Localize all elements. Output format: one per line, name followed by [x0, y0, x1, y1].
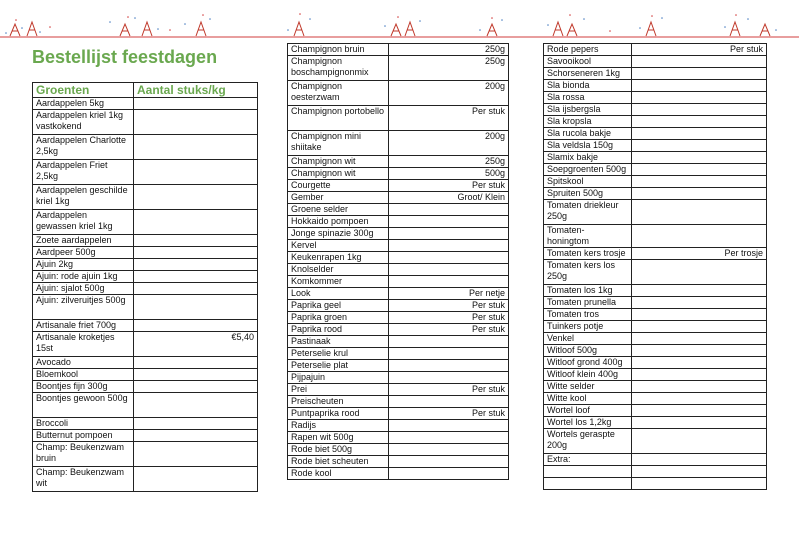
product-name: Gember [288, 192, 389, 204]
amount-cell[interactable] [389, 372, 509, 384]
table-row [544, 176, 767, 188]
table-row [33, 369, 258, 381]
table-row [544, 466, 767, 478]
amount-cell[interactable] [632, 128, 767, 140]
table-row [544, 417, 767, 429]
amount-cell[interactable] [632, 417, 767, 429]
product-name: Tomaten kers trosje [544, 248, 632, 260]
amount-cell[interactable] [632, 381, 767, 393]
product-name: Slamix bakje [544, 152, 632, 164]
product-name: Aardappelen kriel 1kg vastkokend [33, 110, 134, 135]
product-name: Peterselie krul [288, 348, 389, 360]
product-name: Hokkaido pompoen [288, 216, 389, 228]
amount-cell[interactable] [134, 98, 258, 110]
amount-cell[interactable] [389, 444, 509, 456]
amount-cell[interactable]: Per stuk [389, 408, 509, 420]
table-row [288, 420, 509, 432]
product-name: Artisanale friet 700g [33, 320, 134, 332]
product-name: Sla rucola bakje [544, 128, 632, 140]
amount-cell[interactable] [632, 405, 767, 417]
product-name: Aardpeer 500g [33, 247, 134, 259]
amount-cell[interactable] [389, 432, 509, 444]
table-row [288, 360, 509, 372]
amount-cell[interactable] [389, 252, 509, 264]
product-name: Radijs [288, 420, 389, 432]
product-name: Rode biet scheuten [288, 456, 389, 468]
amount-cell[interactable] [632, 429, 767, 454]
product-name: Rode pepers [544, 44, 632, 56]
table-row [33, 259, 258, 271]
table-row [288, 396, 509, 408]
table-row [288, 81, 509, 106]
table-row [288, 264, 509, 276]
product-name: Champignon wit [288, 156, 389, 168]
table-row [544, 152, 767, 164]
table-row [33, 393, 258, 418]
table-row [33, 235, 258, 247]
amount-cell[interactable] [134, 467, 258, 492]
product-name: Courgette [288, 180, 389, 192]
product-name: Ajuin: zilveruitjes 500g [33, 295, 134, 320]
product-name: Witloof klein 400g [544, 369, 632, 381]
table-row [544, 333, 767, 345]
table-row [544, 68, 767, 80]
product-name: Pijpajuin [288, 372, 389, 384]
product-name: Extra: [544, 454, 632, 466]
amount-cell[interactable] [632, 466, 767, 478]
table-row [288, 180, 509, 192]
product-name: Wortel loof [544, 405, 632, 417]
product-name: Aardappelen Friet 2,5kg [33, 160, 134, 185]
table-row [288, 44, 509, 56]
amount-cell[interactable] [632, 454, 767, 466]
table-row [33, 247, 258, 259]
product-name: Spruiten 500g [544, 188, 632, 200]
table-row [33, 110, 258, 135]
amount-cell[interactable] [632, 260, 767, 285]
amount-cell[interactable] [632, 188, 767, 200]
amount-cell[interactable] [632, 116, 767, 128]
amount-cell[interactable]: 250g [389, 56, 509, 81]
amount-cell[interactable] [134, 381, 258, 393]
amount-cell[interactable] [134, 160, 258, 185]
product-name: Ajuin 2kg [33, 259, 134, 271]
amount-cell[interactable]: Per stuk [389, 180, 509, 192]
amount-cell[interactable] [134, 320, 258, 332]
table-row [544, 260, 767, 285]
table-row [544, 297, 767, 309]
amount-cell[interactable] [632, 309, 767, 321]
table-row [544, 393, 767, 405]
table-row [544, 345, 767, 357]
table-row [288, 384, 509, 396]
table-row [288, 432, 509, 444]
order-table-left [32, 82, 258, 492]
amount-cell[interactable]: Per stuk [389, 106, 509, 131]
product-name: Look [288, 288, 389, 300]
table-row [33, 210, 258, 235]
product-name: Sla ijsbergsla [544, 104, 632, 116]
product-name: Champ: Beukenzwam wit [33, 467, 134, 492]
table-row [544, 478, 767, 490]
table-row [544, 200, 767, 225]
table-row [544, 44, 767, 56]
table-row [33, 381, 258, 393]
product-name: Witloof grond 400g [544, 357, 632, 369]
table-row [544, 357, 767, 369]
table-row [544, 381, 767, 393]
product-name: Aardappelen 5kg [33, 98, 134, 110]
product-name: Paprika geel [288, 300, 389, 312]
product-name: Paprika groen [288, 312, 389, 324]
amount-cell[interactable] [389, 456, 509, 468]
amount-cell[interactable] [632, 478, 767, 490]
table-row [288, 300, 509, 312]
amount-cell[interactable] [134, 271, 258, 283]
product-name: Tomaten tros [544, 309, 632, 321]
table-row [288, 106, 509, 131]
table-row [33, 467, 258, 492]
amount-cell[interactable] [632, 164, 767, 176]
amount-cell[interactable]: Per stuk [389, 312, 509, 324]
header-product: Groenten [33, 83, 134, 98]
amount-cell[interactable] [632, 345, 767, 357]
product-name: Aardappelen gewassen kriel 1kg [33, 210, 134, 235]
amount-cell[interactable] [389, 228, 509, 240]
amount-cell[interactable] [389, 276, 509, 288]
table-row [288, 336, 509, 348]
product-name: Witte selder [544, 381, 632, 393]
order-table-right [543, 43, 767, 490]
product-name: Butternut pompoen [33, 430, 134, 442]
table-row [544, 405, 767, 417]
product-name: Jonge spinazie 300g [288, 228, 389, 240]
product-name: Boontjes fijn 300g [33, 381, 134, 393]
amount-cell[interactable] [134, 235, 258, 247]
product-name: Rapen wit 500g [288, 432, 389, 444]
table-row [544, 225, 767, 248]
amount-cell[interactable] [134, 430, 258, 442]
table-row [544, 128, 767, 140]
amount-cell[interactable]: 500g [389, 168, 509, 180]
amount-cell[interactable] [134, 283, 258, 295]
product-name: Preischeuten [288, 396, 389, 408]
product-name: Tomaten los 1kg [544, 285, 632, 297]
table-row [544, 140, 767, 152]
table-row [544, 104, 767, 116]
table-row [33, 430, 258, 442]
table-row [33, 357, 258, 369]
product-name: Tomaten kers los 250g [544, 260, 632, 285]
amount-cell[interactable] [134, 110, 258, 135]
amount-cell[interactable]: 200g [389, 131, 509, 156]
product-name: Ajuin: rode ajuin 1kg [33, 271, 134, 283]
table-row [544, 80, 767, 92]
amount-cell[interactable] [134, 369, 258, 381]
table-row [544, 321, 767, 333]
amount-cell[interactable] [632, 152, 767, 164]
product-name: Ajuin: sjalot 500g [33, 283, 134, 295]
amount-cell[interactable] [632, 104, 767, 116]
table-row [288, 348, 509, 360]
product-name: Savooikool [544, 56, 632, 68]
table-row [288, 312, 509, 324]
product-name: Champignon boschampignonmix [288, 56, 389, 81]
product-name: Prei [288, 384, 389, 396]
amount-cell[interactable] [134, 259, 258, 271]
amount-cell[interactable]: 250g [389, 44, 509, 56]
amount-cell[interactable] [632, 285, 767, 297]
product-name: Sla veldsla 150g [544, 140, 632, 152]
product-name: Champignon oesterzwam [288, 81, 389, 106]
amount-cell[interactable]: Per stuk [389, 384, 509, 396]
product-name [544, 478, 632, 490]
product-name: Aardappelen geschilde kriel 1kg [33, 185, 134, 210]
table-row [33, 283, 258, 295]
amount-cell[interactable] [134, 442, 258, 467]
product-name: Witloof 500g [544, 345, 632, 357]
table-row [544, 56, 767, 68]
amount-cell[interactable] [389, 264, 509, 276]
product-name: Rode biet 500g [288, 444, 389, 456]
table-row [288, 324, 509, 336]
product-name: Champignon portobello [288, 106, 389, 131]
table-row [288, 131, 509, 156]
table-row [288, 372, 509, 384]
product-name: Witte kool [544, 393, 632, 405]
amount-cell[interactable]: Per stuk [389, 300, 509, 312]
table-row [288, 168, 509, 180]
table-row [33, 418, 258, 430]
table-row [288, 444, 509, 456]
amount-cell[interactable] [389, 396, 509, 408]
product-name: Knolselder [288, 264, 389, 276]
product-name: Kervel [288, 240, 389, 252]
product-name: Bloemkool [33, 369, 134, 381]
amount-cell[interactable] [632, 176, 767, 188]
amount-cell[interactable] [632, 321, 767, 333]
product-name: Peterselie plat [288, 360, 389, 372]
table-row [544, 188, 767, 200]
amount-cell[interactable] [632, 297, 767, 309]
product-name: Venkel [544, 333, 632, 345]
table-row [544, 116, 767, 128]
amount-cell[interactable] [632, 357, 767, 369]
amount-cell[interactable] [632, 68, 767, 80]
amount-cell[interactable] [134, 393, 258, 418]
amount-cell[interactable] [134, 247, 258, 259]
product-name: Champignon wit [288, 168, 389, 180]
product-name: Schorseneren 1kg [544, 68, 632, 80]
table-row [288, 216, 509, 228]
product-name: Wortels geraspte 200g [544, 429, 632, 454]
table-row [288, 468, 509, 480]
product-name: Tomaten prunella [544, 297, 632, 309]
amount-cell[interactable] [632, 140, 767, 152]
amount-cell[interactable] [389, 420, 509, 432]
table-row [544, 309, 767, 321]
christmas-tree-border [0, 0, 799, 40]
amount-cell[interactable] [389, 204, 509, 216]
product-name: Puntpaprika rood [288, 408, 389, 420]
amount-cell[interactable] [632, 80, 767, 92]
amount-cell[interactable] [632, 369, 767, 381]
amount-cell[interactable]: Per stuk [632, 44, 767, 56]
product-name: Tomaten driekleur 250g [544, 200, 632, 225]
table-row [33, 442, 258, 467]
table-row [288, 240, 509, 252]
table-row [288, 456, 509, 468]
table-row [33, 185, 258, 210]
amount-cell[interactable] [632, 200, 767, 225]
amount-cell[interactable]: Groot/ Klein [389, 192, 509, 204]
amount-cell[interactable] [632, 333, 767, 345]
amount-cell[interactable] [389, 348, 509, 360]
product-name: Aardappelen Charlotte 2,5kg [33, 135, 134, 160]
amount-cell[interactable] [134, 185, 258, 210]
amount-cell[interactable] [632, 56, 767, 68]
product-name: Tuinkers potje [544, 321, 632, 333]
amount-cell[interactable] [134, 295, 258, 320]
table-row [544, 92, 767, 104]
amount-cell[interactable]: Per trosje [632, 248, 767, 260]
table-row [544, 248, 767, 260]
table-row [33, 98, 258, 110]
table-row [288, 408, 509, 420]
amount-cell[interactable] [632, 393, 767, 405]
amount-cell[interactable]: Per netje [389, 288, 509, 300]
product-name: Sla rossa [544, 92, 632, 104]
product-name: Champignon bruin [288, 44, 389, 56]
amount-cell[interactable] [134, 418, 258, 430]
table-row [544, 454, 767, 466]
product-name: Keukenrapen 1kg [288, 252, 389, 264]
order-table-middle [287, 43, 509, 480]
amount-cell[interactable] [389, 468, 509, 480]
product-name: Tomaten- honingtom [544, 225, 632, 248]
table-row [544, 369, 767, 381]
product-name: Pastinaak [288, 336, 389, 348]
table-row [288, 56, 509, 81]
table-row [544, 164, 767, 176]
product-name: Rode kool [288, 468, 389, 480]
table-row [33, 135, 258, 160]
table-row [33, 271, 258, 283]
amount-cell[interactable] [134, 135, 258, 160]
product-name: Champignon mini shiitake [288, 131, 389, 156]
product-name: Boontjes gewoon 500g [33, 393, 134, 418]
amount-cell[interactable]: 250g [389, 156, 509, 168]
table-row [33, 320, 258, 332]
table-row [544, 285, 767, 297]
product-name: Artisanale kroketjes 15st [33, 332, 134, 357]
table-row [288, 156, 509, 168]
product-name: Groene selder [288, 204, 389, 216]
table-row [288, 192, 509, 204]
table-row [33, 160, 258, 185]
product-name: Spitskool [544, 176, 632, 188]
product-name: Soepgroenten 500g [544, 164, 632, 176]
product-name [544, 466, 632, 478]
table-row [288, 228, 509, 240]
product-name: Zoete aardappelen [33, 235, 134, 247]
amount-cell[interactable] [632, 225, 767, 248]
header-amount: Aantal stuks/kg [134, 83, 258, 98]
product-name: Sla bionda [544, 80, 632, 92]
amount-cell[interactable]: €5,40 [134, 332, 258, 357]
table-row [544, 429, 767, 454]
amount-cell[interactable] [389, 336, 509, 348]
table-row [288, 276, 509, 288]
product-name: Champ: Beukenzwam bruin [33, 442, 134, 467]
product-name: Broccoli [33, 418, 134, 430]
product-name: Avocado [33, 357, 134, 369]
page-title: Bestellijst feestdagen [32, 47, 218, 67]
amount-cell[interactable]: Per stuk [389, 324, 509, 336]
product-name: Komkommer [288, 276, 389, 288]
product-name: Paprika rood [288, 324, 389, 336]
amount-cell[interactable] [134, 357, 258, 369]
table-row [288, 252, 509, 264]
amount-cell[interactable] [632, 92, 767, 104]
product-name: Sla kropsla [544, 116, 632, 128]
table-row [288, 204, 509, 216]
amount-cell[interactable] [389, 360, 509, 372]
table-row [33, 332, 258, 357]
product-name: Wortel los 1,2kg [544, 417, 632, 429]
table-row [288, 288, 509, 300]
table-row [33, 295, 258, 320]
amount-cell[interactable]: 200g [389, 81, 509, 106]
amount-cell[interactable] [134, 210, 258, 235]
amount-cell[interactable] [389, 240, 509, 252]
amount-cell[interactable] [389, 216, 509, 228]
